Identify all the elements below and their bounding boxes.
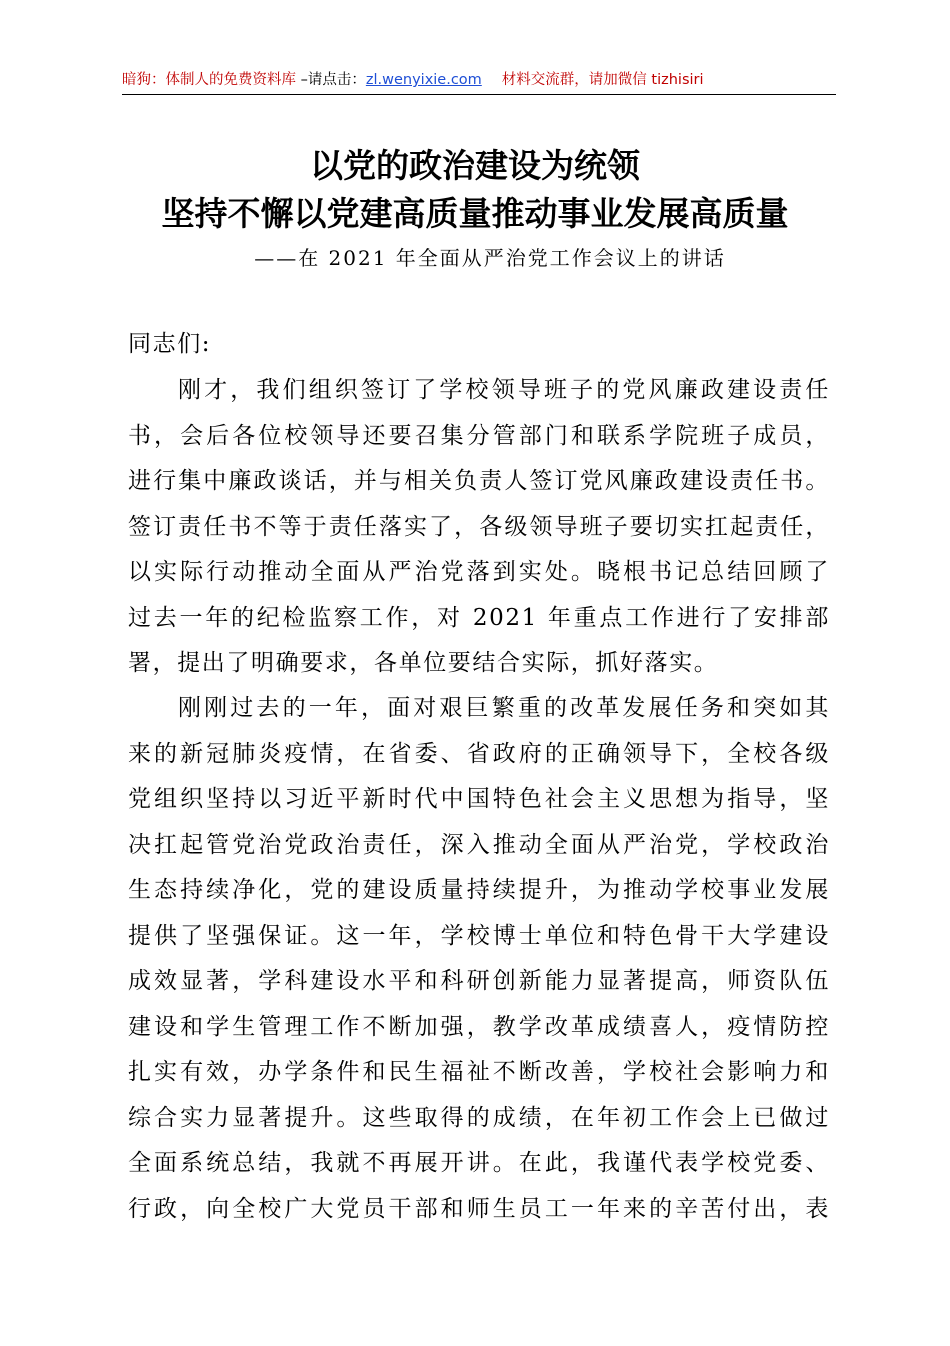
header-link[interactable]: zl.wenyixie.com: [365, 72, 482, 88]
paragraph-line: 以实际行动推动全面从严治党落到实处。晓根书记总结回顾了: [128, 559, 830, 585]
subtitle: ——在 2021 年全面从严治党工作会议上的讲话: [254, 246, 726, 270]
paragraph-line: 书，会后各位校领导还要召集分管部门和联系学院班子成员，: [128, 422, 830, 449]
title-line-2: 坚持不懈以党建高质量推动事业发展高质量: [161, 194, 789, 233]
header-contact: 材料交流群，请加微信 tizhisiri: [501, 72, 704, 88]
header-prompt: –请点击：: [296, 72, 366, 88]
paragraph-line: 刚刚过去的一年，面对艰巨繁重的改革发展任务和突如其: [178, 695, 830, 721]
paragraph-line: 生态持续净化，党的建设质量持续提升，为推动学校事业发展: [128, 877, 830, 903]
paragraph-line: 行政，向全校广大党员干部和师生员工一年来的辛苦付出，表: [128, 1195, 830, 1222]
header-divider: [122, 94, 836, 95]
paragraph-line: 党组织坚持以习近平新时代中国特色社会主义思想为指导，坚: [128, 786, 830, 812]
title-line-1: 以党的政治建设为统领: [310, 146, 640, 185]
paragraph-line: 扎实有效，办学条件和民生福祉不断改善，学校社会影响力和: [128, 1059, 830, 1085]
paragraph-line: 来的新冠肺炎疫情，在省委、省政府的正确领导下，全校各级: [128, 740, 830, 767]
paragraph-line: 刚才，我们组织签订了学校领导班子的党风廉政建设责任: [178, 377, 830, 403]
paragraph-line: 综合实力显著提升。这些取得的成绩，在年初工作会上已做过: [128, 1104, 830, 1131]
header-brand: 暗狗：体制人的免费资料库: [122, 72, 296, 88]
paragraph-line: 决扛起管党治党政治责任，深入推动全面从严治党，学校政治: [128, 831, 830, 858]
paragraph-2: [128, 686, 830, 1232]
greeting-text: 同志们:: [128, 331, 212, 357]
paragraph-line: 全面系统总结，我就不再展开讲。在此，我谨代表学校党委、: [128, 1150, 830, 1176]
paragraph-1: [128, 368, 830, 687]
paragraph-line: 成效显著，学科建设水平和科研创新能力显著提高，师资队伍: [128, 968, 830, 994]
greeting: [128, 322, 830, 368]
paragraph-line: 进行集中廉政谈话，并与相关负责人签订党风廉政建设责任书。: [128, 468, 830, 494]
paragraph-line: 署，提出了明确要求，各单位要结合实际，抓好落实。: [128, 650, 719, 676]
document-header: [122, 70, 836, 94]
paragraph-line: 建设和学生管理工作不断加强，教学改革成绩喜人，疫情防控: [128, 1013, 830, 1040]
paragraph-line: 过去一年的纪检监察工作，对 2021 年重点工作进行了安排部: [128, 604, 830, 631]
paragraph-line: 签订责任书不等于责任落实了，各级领导班子要切实扛起责任，: [128, 513, 830, 540]
paragraph-line: 提供了坚强保证。这一年，学校博士单位和特色骨干大学建设: [128, 922, 830, 949]
